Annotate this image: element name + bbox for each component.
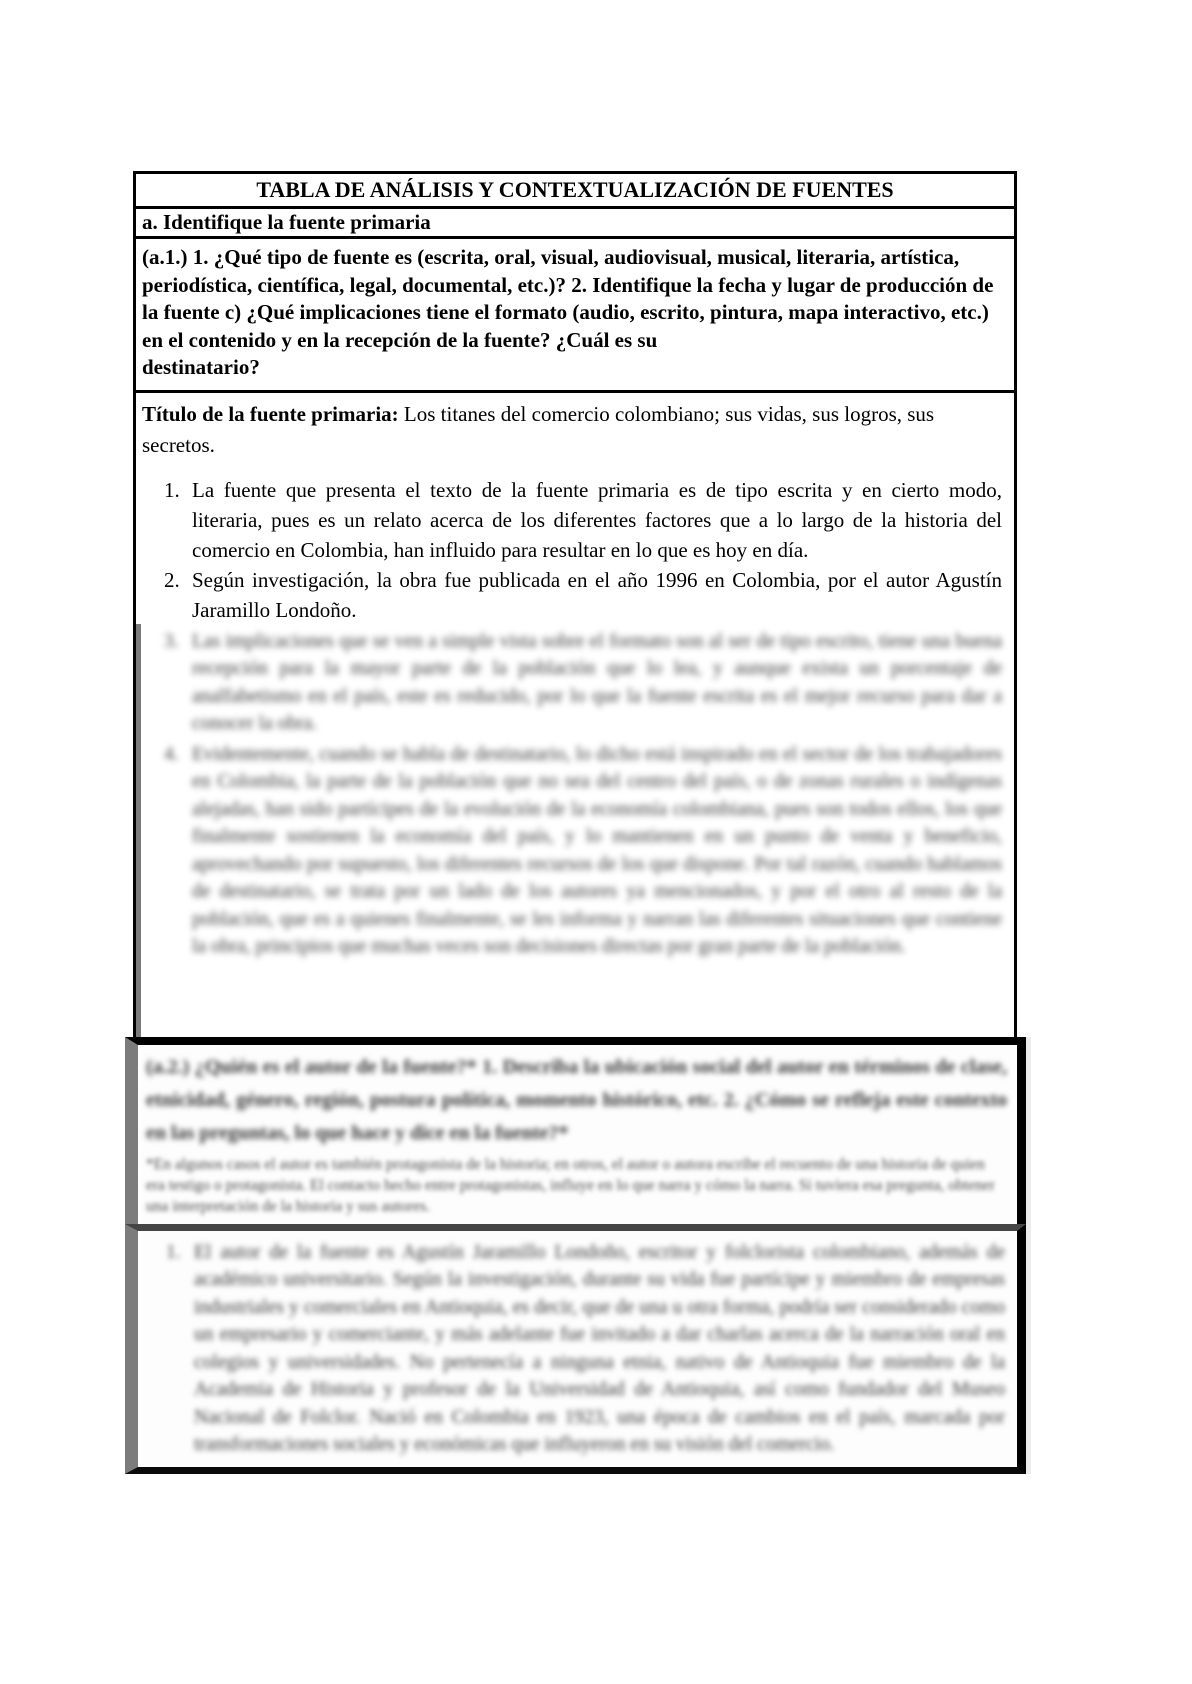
question-a1-row	[133, 239, 1017, 393]
list-item-3-blurred	[164, 628, 1002, 738]
answer-a2-item-number: 1.	[166, 1241, 181, 1263]
list-item-1-text: La fuente que presenta el texto de la fuente primaria es de tipo escrita y en cierto modo, literaria, pues es un relato acerca de los diferentes factores que a lo largo de la historia del comercio en Colombia, han influido para resultar en lo que es hoy en día.	[192, 477, 1002, 562]
list-item-4-blurred	[164, 741, 1002, 961]
question-a1-text: (a.1.) 1. ¿Qué tipo de fuente es (escrita, oral, visual, audiovisual, musical, literaria, artística, periodística, científica, legal, documental, etc.)? 2. Identifique la fecha y lugar de producción de la fuente c) ¿Qué implicaciones tiene el formato (audio, escrito, pintura, mapa interactivo, etc.) en el contenido y en la recepción de la fuente? ¿Cuál es su	[142, 245, 994, 352]
question-a2-text-blurred: (a.2.) ¿Quién es el autor de la fuente?* 1. Describa la ubicación social del autor en términos de clase, etnicidad, género, región, postura política, momento histórico, etc. 2. ¿Cómo se refleja este contexto en las preguntas, lo que hace y dice en la fuente?*	[146, 1055, 1007, 1144]
primary-source-title-line	[142, 399, 1006, 461]
answer-a1-list	[142, 475, 1006, 961]
section-a-header-row	[133, 209, 1017, 239]
answer-a2-item-blurred	[166, 1239, 1005, 1459]
list-item-2-text: Según investigación, la obra fue publicada en el año 1996 en Colombia, por el autor Agustín Jaramillo Londoño.	[192, 567, 1002, 622]
list-item-1	[164, 475, 1002, 565]
table-title-row	[133, 171, 1017, 209]
list-item-4-text: Evidentemente, cuando se habla de destinatario, lo dicho está inspirado en el sector de los trabajadores en Colombia, la parte de la población que no sea del centro del país, o de zonas rurales o indígenas alejadas, han sido partícipes de la evolución de la economía colombiana, pues son todos ellos, los que finalmente sostienen la economía del país, y lo mantienen en un punto de venta y beneficio, aprovechando por supuesto, los diferentes recursos de los que dispone. Por tal razón, cuando hablamos de destinatario, se trata por un lado de los autores ya mencionados, y por el otro al resto de la población, que es a quienes finalmente, se les informa y narran las diferentes situaciones que contiene la obra, principios que muchas veces son decisiones directas por gran parte de la población.	[192, 743, 1002, 957]
answer-a2-item-text: El autor de la fuente es Agustín Jaramillo Londoño, escritor y folclorista colombiano, además de académico universitario. Según la investigación, durante su vida fue partícipe y miembro de empresas industriales y comerciales en Antioquia, es decir, que de una u otra forma, podría ser considerado como un empresario y comerciante, y más adelante fue invitado a dar charlas acerca de la narración oral en colegios y universidades. No pertenecía a ninguna etnia, nativo de Antioquia fue miembro de la Academia de Historia y profesor de la Universidad de Antioquia, así como fundador del Museo Nacional de Folclor. Nació en Colombia en 1923, una época de cambios en el país, marcada por transformaciones sociales y económicas que influyeron en su visión del comercio.	[194, 1241, 1005, 1455]
analysis-table	[133, 171, 1017, 1474]
answer-a1-row	[133, 393, 1017, 1037]
list-item-4-number: 4.	[164, 743, 179, 765]
question-a2-footnote-blurred: *En algunos casos el autor es también protagonista de la historia; en otros, el autor o autora escribe el recuento de una historia de quien era testigo o protagonista. El contacto hecho entre protagonistas, influye en lo que narra y cómo la narra. Si tuviera esa pregunta, obtener una interpretación de la historia y sus autores.	[146, 1155, 995, 1215]
pixelated-items-wrapper	[142, 628, 1006, 961]
list-item-2-number: 2.	[164, 567, 180, 592]
list-item-1-number: 1.	[164, 477, 180, 502]
table-title: TABLA DE ANÁLISIS Y CONTEXTUALIZACIÓN DE FUENTES	[256, 177, 894, 202]
list-item-3-number: 3.	[164, 630, 179, 652]
list-item-2	[164, 565, 1002, 625]
primary-source-title-value: Los titanes del comercio colombiano; sus vidas, sus logros, sus secretos.	[142, 401, 935, 457]
list-item-3-text: Las implicaciones que se ven a simple vista sobre el formato son al ser de tipo escrito, tiene una buena recepción para la mayor parte de la población que lo lea, y aunque exista un porcentaje de analfabetismo en el país, este es reducido, por lo que la fuente escrita es el mejor recurso para dar a conocer la obra.	[192, 630, 1002, 734]
section-a-label: a. Identifique la fuente primaria	[142, 210, 431, 234]
question-a1-last-line: destinatario?	[142, 355, 260, 379]
answer-a2-row-blurred	[125, 1224, 1026, 1474]
primary-source-title-label: Título de la fuente primaria:	[142, 401, 399, 426]
question-a2-row-blurred	[125, 1037, 1026, 1224]
